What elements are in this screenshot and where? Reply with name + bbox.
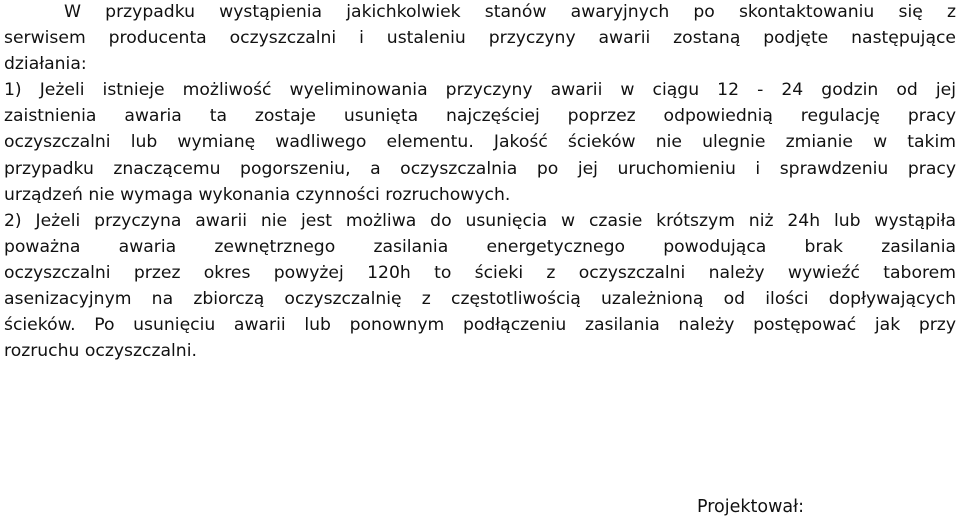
paragraph-line-14: rozruchu oczyszczalni. [4,341,197,361]
paragraph-line-11: oczyszczalni przez okres powyżej 120h to ścieki z oczyszczalni należy wywieźć taborem [4,263,956,283]
paragraph-line-7: przypadku znaczącemu pogorszeniu, a oczyszczalnia po jej uruchomieniu i sprawdzeniu pracy [4,159,956,179]
paragraph-line-5: zaistnienia awaria ta zostaje usunięta najczęściej poprzez odpowiednią regulację pracy [4,106,956,126]
paragraph-line-9: 2) Jeżeli przyczyna awarii nie jest możliwa do usunięcia w czasie krótszym niż 24h lub wystąpiła [4,211,956,231]
paragraph-line-2: serwisem producenta oczyszczalni i ustaleniu przyczyny awarii zostaną podjęte następujące [4,28,956,48]
paragraph-line-13: ścieków. Po usunięciu awarii lub ponownym podłączeniu zasilania należy postępować jak przy [4,315,956,335]
paragraph-line-12: asenizacyjnym na zbiorczą oczyszczalnię z częstotliwością uzależnioną od ilości dopływających [4,289,956,309]
paragraph-line-8: urządzeń nie wymaga wykonania czynności rozruchowych. [4,185,511,205]
paragraph-line-6: oczyszczalni lub wymianę wadliwego elementu. Jakość ścieków nie ulegnie zmianie w takim [4,132,956,152]
paragraph-line-3: działania: [4,54,87,74]
signature-label: Projektował: [697,497,804,517]
paragraph-line-1: W przypadku wystąpienia jakichkolwiek stanów awaryjnych po skontaktowaniu się z [64,2,956,22]
paragraph-line-4: 1) Jeżeli istnieje możliwość wyeliminowania przyczyny awarii w ciągu 12 - 24 godzin od jej [4,80,956,100]
paragraph-line-10: poważna awaria zewnętrznego zasilania energetycznego powodująca brak zasilania [4,237,956,257]
